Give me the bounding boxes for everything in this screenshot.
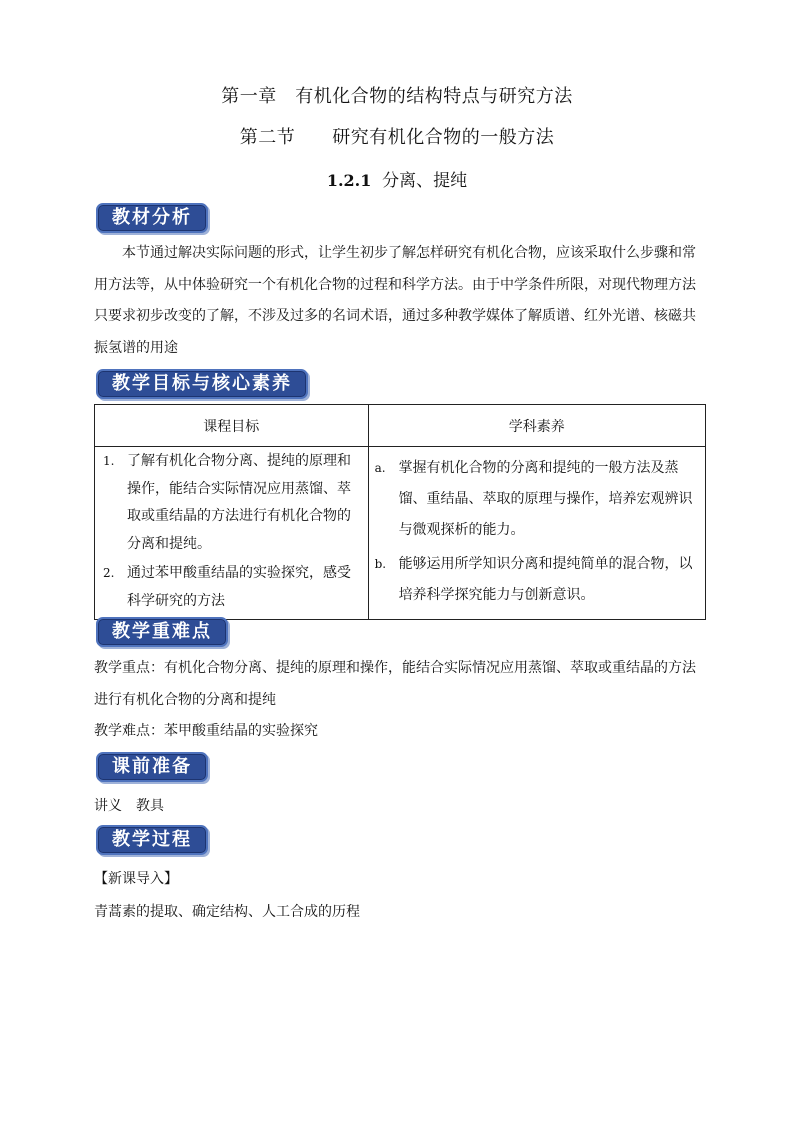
analysis-paragraph: 本节通过解决实际问题的形式，让学生初步了解怎样研究有机化合物，应该采取什么步骤和常用方法等，从中体验研究一个有机化合物的过程和科学方法。由于中学条件所限，对现代物理方法只要求初步改变的了解，不涉及过多的名词术语，通过多种教学媒体了解质谱、红外光谱、核磁共振氢谱的用途 [94,245,696,356]
list-item [374,453,699,546]
teaching-difficulty: 教学难点：苯甲酸重结晶的实验探究 [94,723,318,739]
lesson-title [0,166,794,191]
list-item [103,560,358,615]
chapter-title: 第一章 有机化合物的结构特点与研究方法 [221,86,573,107]
literacy-list [374,453,699,611]
list-marker: a. [374,461,386,475]
list-item [103,448,358,558]
process-heading-badge: 教学过程 [96,825,208,855]
process-text: 青蒿素的提取、确定结构、人工合成的历程 [94,904,360,920]
teaching-focus: 教学重点：有机化合物分离、提纯的原理和操作，能结合实际情况应用蒸馏、萃取或重结晶的方法进行有机化合物的分离和提纯 [94,660,696,708]
list-item-text: 了解有机化合物分离、提纯的原理和操作，能结合实际情况应用蒸馏、萃取或重结晶的方法进行有机化合物的分离和提纯。 [127,453,351,552]
course-goals-list [103,448,358,615]
objectives-heading-badge: 教学目标与核心素养 [96,369,308,399]
analysis-heading-badge: 教材分析 [96,203,208,233]
lesson-name: 分离、提纯 [382,171,468,191]
table-header-course-goals: 课程目标 [95,405,369,447]
list-marker: b. [374,557,387,571]
literacy-cell [368,447,705,620]
preparation-text: 讲义 教具 [94,798,164,814]
lesson-number: 1.2.1 [326,171,372,190]
objectives-table [94,404,706,620]
course-goals-cell [95,447,369,620]
preparation-heading-badge: 课前准备 [96,752,208,782]
list-item-text: 通过苯甲酸重结晶的实验探究，感受科学研究的方法 [127,565,351,609]
list-item-text: 掌握有机化合物的分离和提纯的一般方法及蒸馏、重结晶、萃取的原理与操作，培养宏观辨识与微观探析的能力。 [398,460,693,538]
list-item-text: 能够运用所学知识分离和提纯简单的混合物，以培养科学探究能力与创新意识。 [398,556,693,603]
process-subheading: 【新课导入】 [94,871,178,887]
list-item [374,549,699,611]
section-title: 第二节 研究有机化合物的一般方法 [239,127,555,148]
key-points-heading-badge: 教学重难点 [96,617,228,647]
list-marker: 1. [103,454,115,468]
list-marker: 2. [103,566,115,580]
table-header-literacy: 学科素养 [368,405,705,447]
